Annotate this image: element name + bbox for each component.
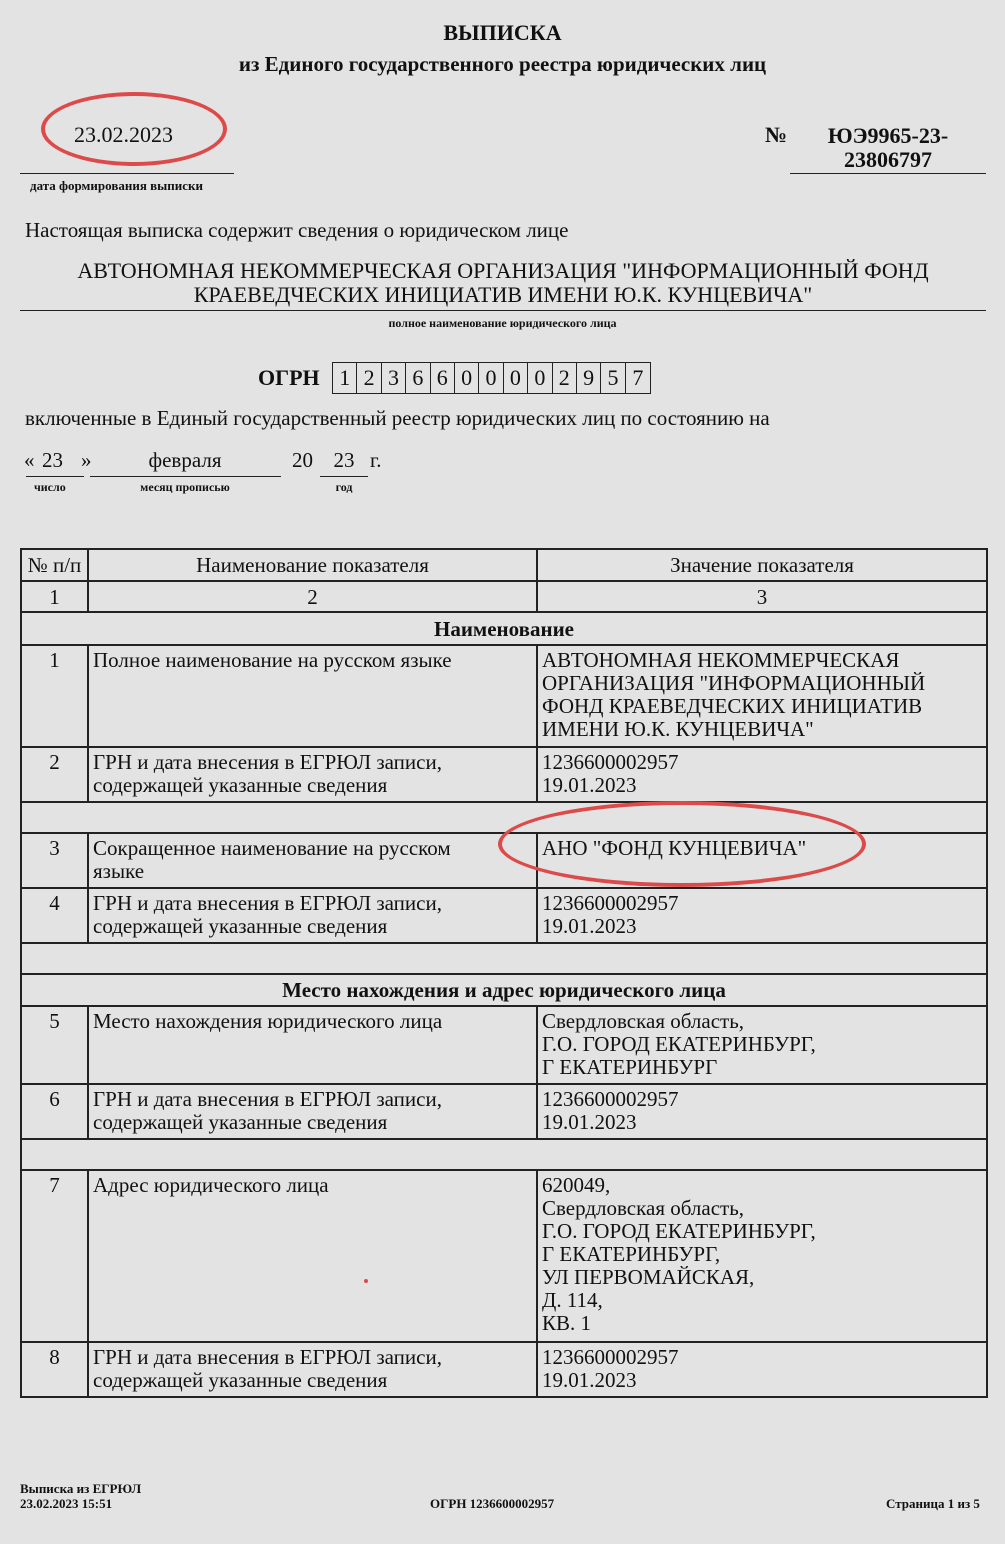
year-underline: [320, 476, 368, 477]
ogrn-digit: 0: [504, 363, 528, 393]
spacer-row: [21, 1139, 987, 1170]
footer-timestamp: 23.02.2023 15:51: [20, 1496, 113, 1511]
number-underline: [790, 173, 986, 174]
intro-text: Настоящая выписка содержит сведения о юридическом лице: [25, 218, 569, 242]
row-number: 5: [21, 1006, 88, 1084]
issue-date-caption: дата формирования выписки: [30, 178, 203, 193]
org-name-underline: [20, 310, 986, 311]
ogrn-digit: 9: [577, 363, 601, 393]
state-date-century: 20: [292, 448, 313, 472]
row-label: ГРН и дата внесения в ЕГРЮЛ записи, содержащей указанные сведения: [88, 747, 537, 802]
row-value: Свердловская область, Г.О. ГОРОД ЕКАТЕРИНБУРГ, Г ЕКАТЕРИНБУРГ: [537, 1006, 987, 1084]
ogrn-digit: 0: [479, 363, 503, 393]
row-label: Сокращенное наименование на русском языке: [88, 833, 537, 888]
org-name-caption: полное наименование юридического лица: [388, 316, 617, 330]
column-number-row: [21, 581, 987, 612]
spacer-row: [21, 943, 987, 974]
footer-ogrn: ОГРН 1236600002957: [430, 1496, 555, 1511]
table-row: [21, 1170, 987, 1342]
registry-table: [20, 548, 988, 1398]
month-underline: [90, 476, 281, 477]
section-title: Наименование: [21, 612, 987, 645]
column-number: 3: [537, 581, 987, 612]
row-value: 1236600002957 19.01.2023: [537, 888, 987, 943]
table-row: [21, 1084, 987, 1139]
red-dot-mark: [364, 1279, 368, 1283]
header-cell: Значение показателя: [537, 549, 987, 581]
year-caption: год: [335, 480, 353, 494]
year-suffix: г.: [370, 448, 382, 472]
ogrn-digit: 7: [632, 365, 644, 390]
document-title: ВЫПИСКА: [443, 20, 562, 45]
ogrn-digit: 0: [528, 363, 552, 393]
row-label: Адрес юридического лица: [88, 1170, 537, 1342]
ogrn-digit: 2: [553, 363, 577, 393]
row-label: ГРН и дата внесения в ЕГРЮЛ записи, содержащей указанные сведения: [88, 888, 537, 943]
date-underline: [20, 173, 234, 174]
row-number: 3: [21, 833, 88, 888]
included-text: включенные в Единый государственный реестр юридических лиц по состоянию на: [25, 406, 770, 430]
number-sign: №: [765, 122, 788, 147]
row-label: Полное наименование на русском языке: [88, 645, 537, 747]
row-number: 7: [21, 1170, 88, 1342]
row-value: 620049, Свердловская область, Г.О. ГОРОД ЕКАТЕРИНБУРГ, Г ЕКАТЕРИНБУРГ, УЛ ПЕРВОМАЙСКАЯ, Д. 114, КВ. 1: [537, 1170, 987, 1342]
row-number: 8: [21, 1342, 88, 1397]
document-subtitle: из Единого государственного реестра юридических лиц: [238, 52, 767, 76]
table-row: [21, 888, 987, 943]
row-number: 1: [21, 645, 88, 747]
table-row: [21, 1006, 987, 1084]
day-caption: число: [34, 480, 66, 494]
month-caption: месяц прописью: [140, 480, 230, 494]
table-header-row: [21, 549, 987, 581]
row-value: АНО "ФОНД КУНЦЕВИЧА": [537, 833, 987, 888]
row-value: 1236600002957 19.01.2023: [537, 1342, 987, 1397]
row-label: ГРН и дата внесения в ЕГРЮЛ записи, содержащей указанные сведения: [88, 1342, 537, 1397]
section-row: [21, 612, 987, 645]
footer-page-number: Страница 1 из 5: [886, 1496, 980, 1511]
row-value: АВТОНОМНАЯ НЕКОММЕРЧЕСКАЯ ОРГАНИЗАЦИЯ "ИНФОРМАЦИОННЫЙ ФОНД КРАЕВЕДЧЕСКИХ ИНИЦИАТИВ ИМЕНИ Ю.К. КУНЦЕВИЧА": [537, 645, 987, 747]
row-label: ГРН и дата внесения в ЕГРЮЛ записи, содержащей указанные сведения: [88, 1084, 537, 1139]
section-title: Место нахождения и адрес юридического лица: [21, 974, 987, 1006]
ogrn-label: ОГРН: [258, 365, 320, 390]
row-number: 4: [21, 888, 88, 943]
date-highlight-circle: [41, 92, 227, 166]
section-row: [21, 974, 987, 1006]
org-full-name: АВТОНОМНАЯ НЕКОММЕРЧЕСКАЯ ОРГАНИЗАЦИЯ "ИНФОРМАЦИОННЫЙ ФОНД КРАЕВЕДЧЕСКИХ ИНИЦИАТИВ ИМЕНИ Ю.К. КУНЦЕВИЧА": [77, 258, 929, 307]
ogrn-digit: 6: [406, 363, 430, 393]
day-underline: [26, 476, 84, 477]
ogrn-digit: 2: [357, 363, 381, 393]
spacer-cell: [21, 943, 987, 974]
short-name-highlight-circle: [498, 801, 866, 887]
ogrn-digit: 3: [382, 363, 406, 393]
ogrn-digit: 6: [431, 363, 455, 393]
spacer-cell: [21, 1139, 987, 1170]
row-number: 6: [21, 1084, 88, 1139]
extract-number: ЮЭ9965-23- 23806797: [827, 123, 949, 172]
state-date-year: 23: [333, 448, 355, 472]
table-row: [21, 1342, 987, 1397]
row-label: Место нахождения юридического лица: [88, 1006, 537, 1084]
column-number: 1: [21, 581, 88, 612]
date-close-quote: »: [81, 448, 92, 472]
row-value: 1236600002957 19.01.2023: [537, 747, 987, 802]
issue-date: 23.02.2023: [74, 122, 173, 147]
row-number: 2: [21, 747, 88, 802]
column-number: 2: [88, 581, 537, 612]
table-row: [21, 645, 987, 747]
state-date-month: февраля: [148, 448, 222, 472]
ogrn-digit: 5: [601, 363, 625, 393]
state-date-day: 23: [42, 448, 63, 472]
ogrn-digit: 1: [333, 363, 357, 393]
header-cell: № п/п: [21, 549, 88, 581]
ogrn-digit: 0: [455, 363, 479, 393]
row-value: 1236600002957 19.01.2023: [537, 1084, 987, 1139]
table-row: [21, 747, 987, 802]
header-cell: Наименование показателя: [88, 549, 537, 581]
footer-doc-label: Выписка из ЕГРЮЛ: [20, 1481, 142, 1496]
date-open-quote: «: [24, 448, 35, 472]
ogrn-digit-boxes: [332, 362, 651, 394]
